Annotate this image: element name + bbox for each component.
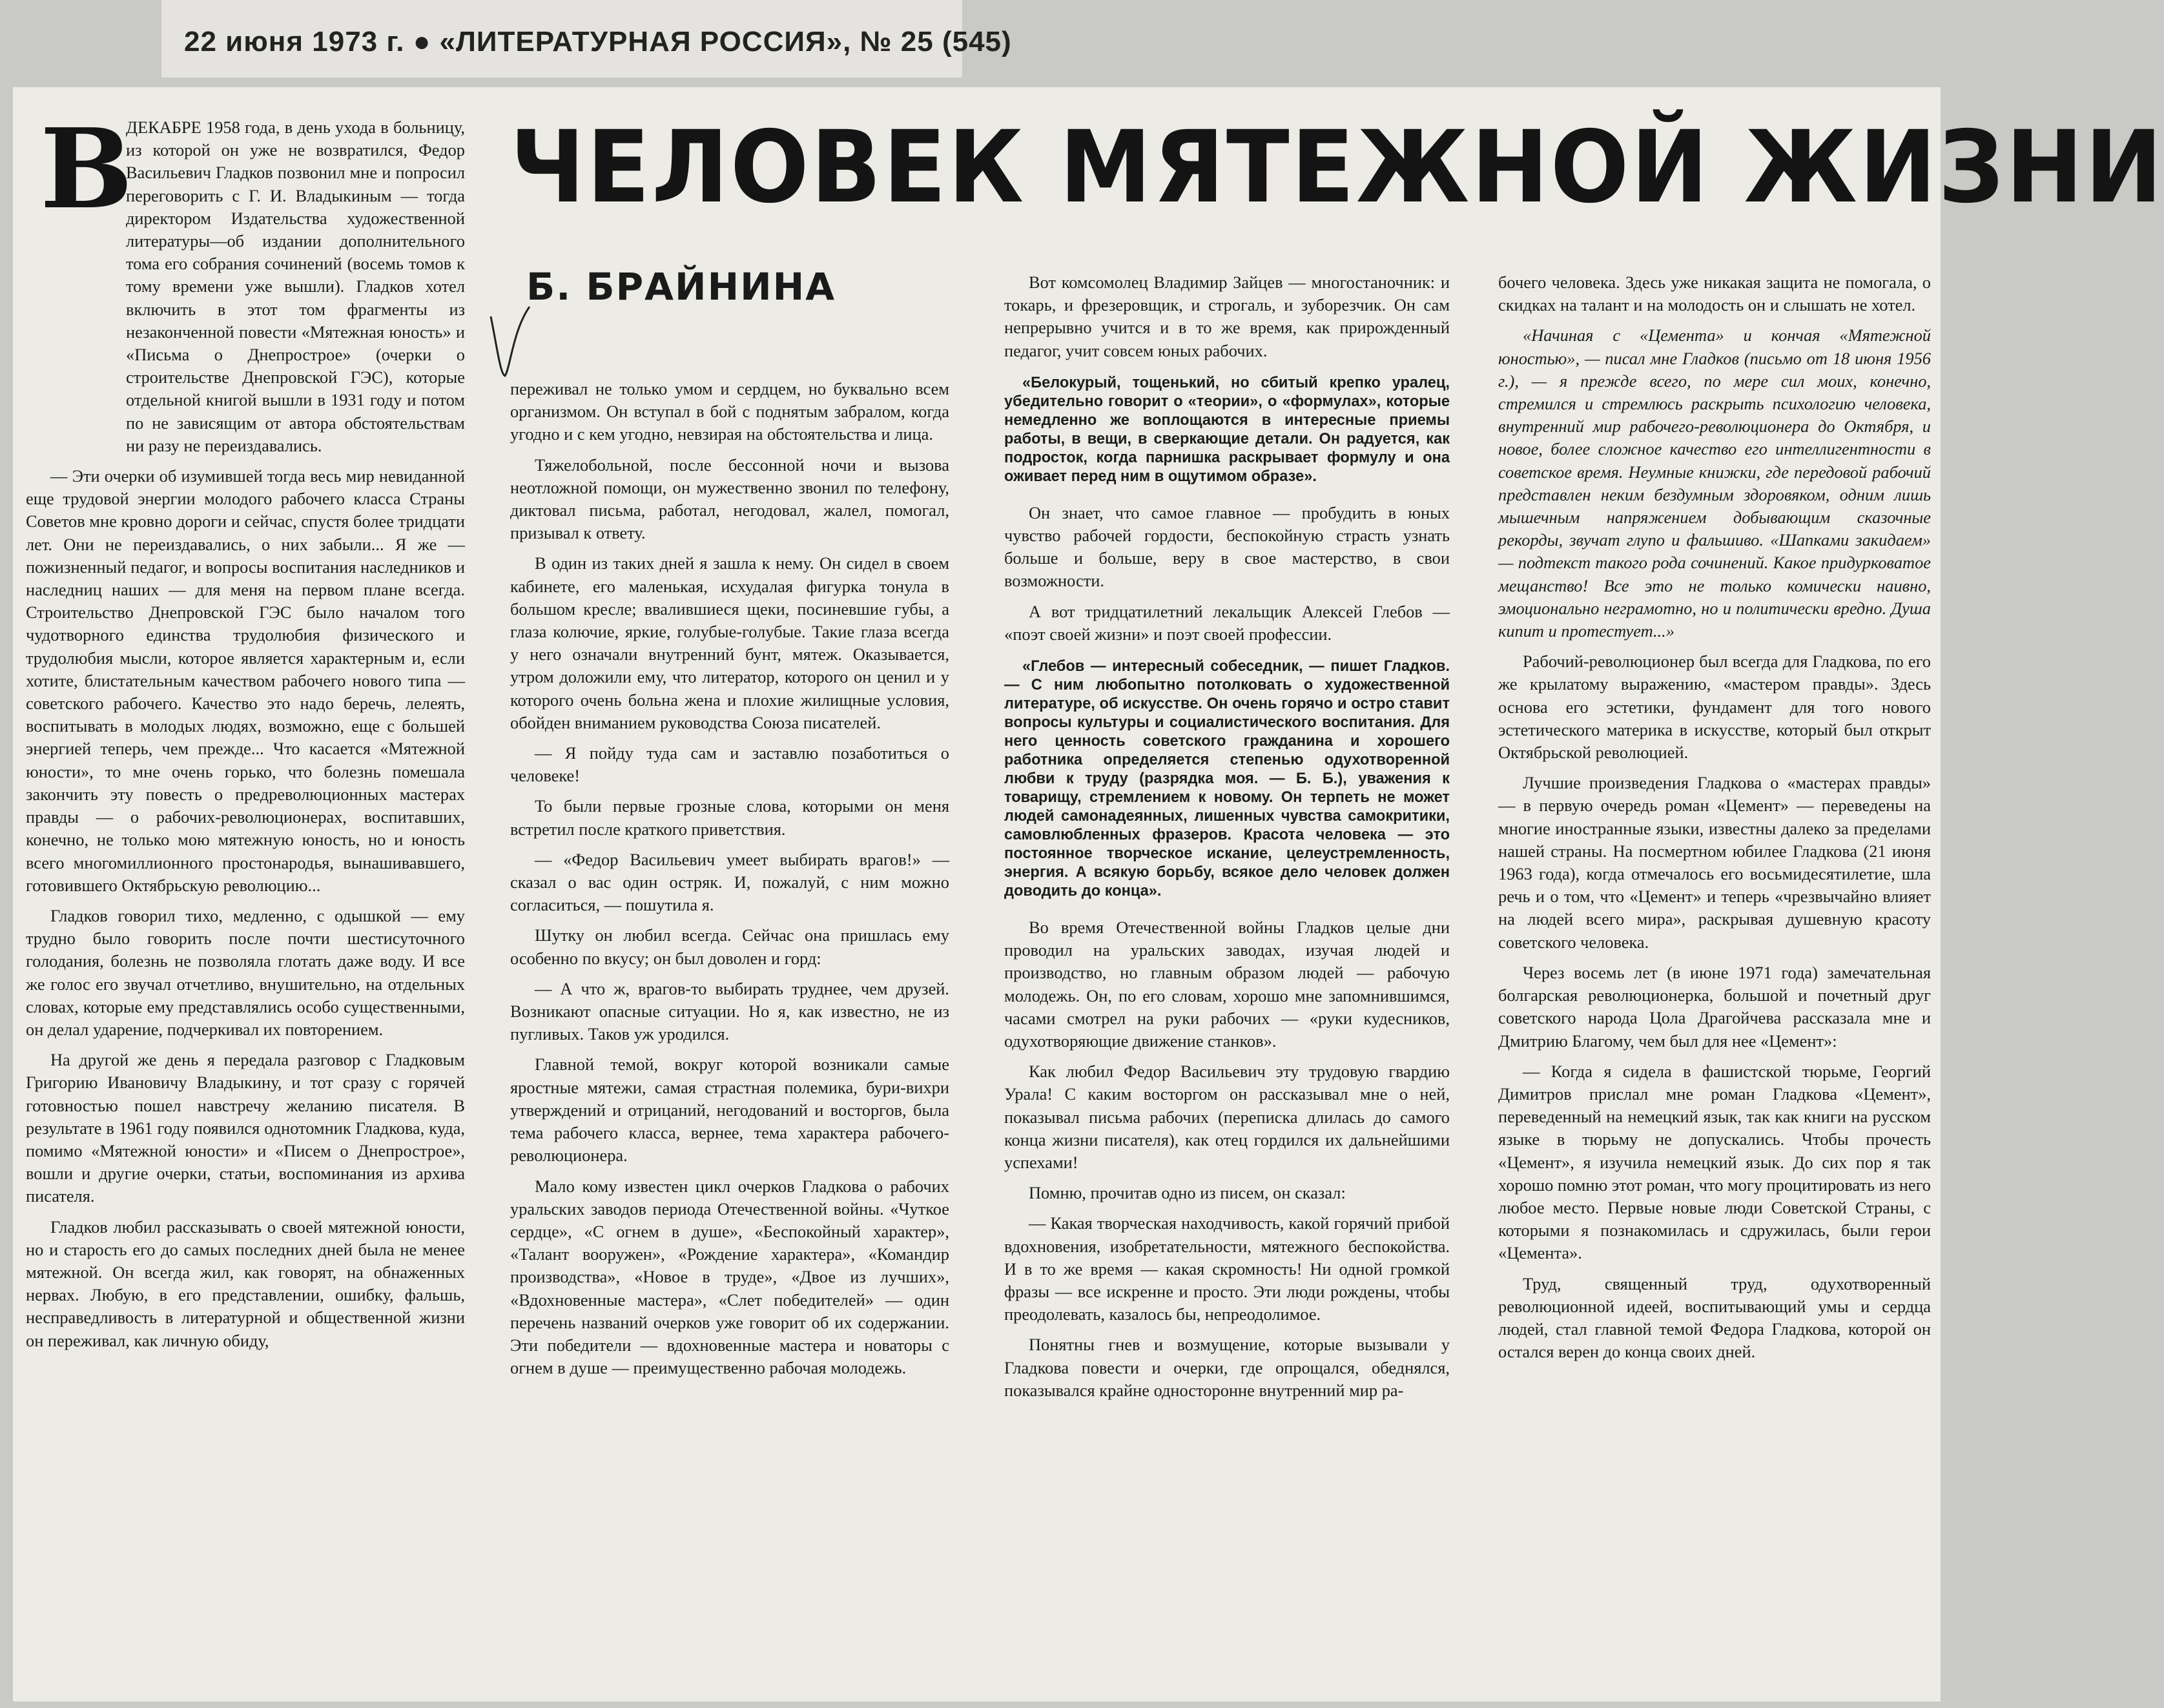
article-column-1	[26, 105, 465, 1692]
paragraph: На другой же день я передала разговор с Гладковым Григорию Ивановичу Владыкину, и тот сразу с горячей готовностью пошел навстречу желанию писателя. В результате в 1961 году появился однотомник Гладкова, куда, помимо «Мятежной юности» и «Писем о Днепрострое», вошли и другие очерки, статьи, воспоминания из архива писателя.	[26, 1050, 465, 1206]
paragraph: — Какая творческая находчивость, какой горячий прибой вдохновения, изобретательности, мятежного беспокойства. И в то же время — какая скромность! Ни одной громкой фразы — все искренне и просто. Эти люди рождены, чтобы преодолевать, казалось бы, непреодолимое.	[1004, 1213, 1450, 1324]
quote-block: «Белокурый, тощенький, но сбитый крепко уралец, убедительно говорит о «теории», о «формулах», которые немедленно же воплощаются в интересные приемы работы, в вещи, в сверкающие детали. Он радуется, как подросток, когда парнишка раскрывает формулу и она оживает перед ним в ощутимом образе».	[1004, 374, 1450, 485]
pen-mark-icon	[484, 304, 536, 381]
paragraph: — Эти очерки об изумившей тогда весь мир невиданной еще трудовой энергии молодого рабочего класса Страны Советов мне кровно дороги и сейчас, спустя более тридцати лет. Они не переиздавались, о них забыли... Я же — пожизненный педагог, и вопросы воспитания наследников и наследниц наших — для меня на первом плане всегда. Строительство Днепровской ГЭС было началом того чудотворного единства трудолюбия физического и трудолюбия мысли, которое является характерным и, если хотите, блистательным качеством рабочего нового типа — советского рабочего. Качество это надо беречь, лелеять, воспитывать в молодых людях, возможно, еще с большей энергией теперь, чем прежде... Что касается «Мятежной юности», то мне очень горько, что болезнь помешала закончить эту повесть о предреволюционных мастерах правды — о рабочих-революционерах, воспитавших, конечно, не только мою мятежную юность, но и юность всего многомиллионного простонародья, вынашивавшего, готовившего Октябрьскую революцию...	[26, 466, 465, 895]
paragraph: — Я пойду туда сам и заставлю позаботиться о человеке!	[510, 743, 949, 786]
paragraph: Труд, священный труд, одухотворенный революционной идеей, воспитывающий умы и сердца людей, стал главной темой Федора Гладкова, которой он остался верен до конца своих дней.	[1498, 1273, 1931, 1362]
paragraph: В один из таких дней я зашла к нему. Он сидел в своем кабинете, его маленькая, исхудалая фигурка тонула в большом кресле; ввалившиеся щеки, посиневшие губы, а глаза колючие, яркие, голубые-голубые. Такие глаза всегда у него означали внутренний бунт, мятеж. Оказывается, утром доложили ему, что литератор, которого он ценил и у которого очень больна жена и плохие жилищные условия, обойден вниманием руководства Союза писателей.	[510, 553, 949, 732]
paragraph: Гладков говорил тихо, медленно, с одышкой — ему трудно было говорить после почти шестисуточного голодания, болезнь не позволяла глотать даже воду. И все же голос его звучал отчетливо, внушительно, на отдельных словах, которые ему представлялись особо существенными, он делал ударение, подчеркивал их повторением.	[26, 905, 465, 1039]
paragraph: Помню, прочитав одно из писем, он сказал:	[1029, 1183, 1346, 1203]
headline: ЧЕЛОВЕК МЯТЕЖНОЙ ЖИЗНИ	[510, 110, 2164, 225]
paragraph: Понятны гнев и возмущение, которые вызывали у Гладкова повести и очерки, где опрощался, обеднялся, показывался крайне односторонне внутренний мир ра-	[1004, 1335, 1450, 1400]
article-column-4	[1498, 271, 1931, 1689]
article-column-2	[510, 378, 949, 1689]
italic-quote: «Начиная с «Цемента» и кончая «Мятежной юностью», — писал мне Гладков (письмо от 18 июня 1956 г.), — я прежде всего, по мере сил моих, конечно, стремился и стремлюсь раскрыть психологию человека, внутренний мир рабочего-революционера до Октября, и новое, более сложное качество его интеллигентности в советское время. Неумные книжки, где передовой рабочий представлен неким бездумным здоровяком, одним лишь мышечным напряжением добывающим сказочные рекорды, звучат глупо и фальшиво. «Шапками закидаем» — подтекст такого рода сочинений. Какое придурковатое мещанство! Все это не только комически наивно, эмоционально неграмотно, но и политически вредно. Душа кипит и протестует...»	[1498, 325, 1931, 641]
masthead: 22 июня 1973 г. ● «ЛИТЕРАТУРНАЯ РОССИЯ», № 25 (545)	[184, 26, 1012, 57]
drop-cap: В	[40, 105, 133, 234]
article-column-3	[1004, 271, 1450, 1689]
paragraph: — А что ж, врагов-то выбирать труднее, чем друзей. Возникают опасные ситуации. Но я, как известно, не из пугливых. Таков уж уродился.	[510, 978, 949, 1044]
paragraph: ДЕКАБРЕ 1958 года, в день ухода в больницу, из которой он уже не возвратился, Федор Васильевич Гладков позвонил мне и попросил переговорить с Г. И. Владыкиным — тогда директором Издательства художественной литературы—об издании дополнительного тома его собрания сочинений (восемь томов к тому времени уже вышли). Гладков хотел включить в этот том фрагменты из незаконченной повести «Мятежная юность» и «Письма о Днепрострое» (очерки о строительстве Днепровской ГЭС), которые отдельной книгой вышли в 1931 году и потом по не зависящим от автора обстоятельствам ни разу не переиздавались.	[126, 118, 465, 455]
paragraph: переживал не только умом и сердцем, но буквально всем организмом. Он вступал в бой с поднятым забралом, когда угодно и с кем угодно, невзирая на обстоятельства и лица.	[510, 379, 949, 444]
byline: Б. БРАЙНИНА	[526, 265, 836, 309]
quote-block: «Глебов — интересный собеседник, — пишет Гладков. — С ним любопытно потолковать о художественной литературе, об искусстве. Он очень горячо и остро ставит вопросы культуры и социалистического воспитания. Для него ценность советского гражданина и хорошего работника определяется степенью одухотворенной любви к труду (разрядка моя. — Б. Б.), уважения к товарищу, стремлением к новому. Он терпеть не может людей самонадеянных, лишенных чувства самокритики, самовлюбленных фразеров. Красота человека — это постоянное творческое искание, целеустремленность, энергия. А всякую борьбу, всякое дело человек должен доводить до конца».	[1004, 658, 1450, 900]
paragraph: — Когда я сидела в фашистской тюрьме, Георгий Димитров прислал мне роман Гладкова «Цемент», переведенный на немецкий язык, так как книги на русском языке в тюрьму не допускались. Чтобы прочесть «Цемент», я изучила немецкий язык. До сих пор я так хорошо помню этот роман, что могу процитировать из него любое место. Первые новые люди Советской Страны, с которыми я познакомилась и сдружилась, были герои «Цемента».	[1498, 1061, 1931, 1263]
paragraph: Как любил Федор Васильевич эту трудовую гвардию Урала! С каким восторгом он рассказывал мне о ней, показывал письма рабочих (переписка длилась до самого конца жизни писателя), как отец гордился их дальнейшими успехами!	[1004, 1062, 1450, 1173]
paragraph: Шутку он любил всегда. Сейчас она пришлась ему особенно по вкусу; он был доволен и горд:	[510, 925, 949, 968]
paragraph: Через восемь лет (в июне 1971 года) замечательная болгарская революционерка, большой и почетный друг советского народа Цола Драгойчева рассказала мне и Дмитрию Благому, чем был для нее «Цемент»:	[1498, 962, 1931, 1051]
paragraph: Рабочий-революционер был всегда для Гладкова, по его же крылатому выражению, «мастером правды». Здесь основа его эстетики, фундамент для того нового эстетического материка в искусстве, который был открыт Октябрьской революцией.	[1498, 652, 1931, 763]
paragraph: Главной темой, вокруг которой возникали самые яростные мятежи, самая страстная полемика, бури-вихри утверждений и отрицаний, негодований и восторгов, была тема рабочего класса, вернее, тема характера рабочего-революционера.	[510, 1055, 949, 1166]
paragraph: бочего человека. Здесь уже никакая защита не помогала, о скидках на талант и на молодость он и слышать не хотел.	[1498, 273, 1931, 315]
paragraph: — «Федор Васильевич умеет выбирать врагов!» — сказал о вас один остряк. И, пожалуй, с ним можно согласиться, — пошутила я.	[510, 849, 949, 915]
paragraph: Во время Отечественной войны Гладков целые дни проводил на уральских заводах, изучая людей и производство, но главным образом людей — рабочую молодежь. Он, по его словам, хорошо мне запомнившимся, часами смотрел на руки рабочих — «руки кудесников, одухотворяющие движение станков».	[1004, 918, 1450, 1051]
paragraph: Гладков любил рассказывать о своей мятежной юности, но и старость его до самых последних дней была не менее мятежной. Он всегда жил, как говорят, на обнаженных нервах. Любую, в его представлении, ошибку, фальшь, несправедливость в литературной и общественной жизни он переживал, как личную обиду,	[26, 1217, 465, 1350]
paragraph: Тяжелобольной, после бессонной ночи и вызова неотложной помощи, он мужественно звонил по телефону, диктовал письма, работал, негодовал, жалел, помогал, призывал к ответу.	[510, 455, 949, 543]
paragraph: Лучшие произведения Гладкова о «мастерах правды» — в первую очередь роман «Цемент» — переведены на многие иностранные языки, известны далеко за пределами нашей страны. На посмертном юбилее Гладкова (21 июня 1963 года), когда отмечалось его восьмидесятилетие, шла речь и о том, что «Цемент» и теперь «чрезвычайно влияет на людей всего мира», раскрывая душевную красоту советского человека.	[1498, 773, 1931, 952]
paragraph: Вот комсомолец Владимир Зайцев — многостаночник: и токарь, и фрезеровщик, и строгаль, и зуборезчик. Он сам непрерывно учится и в то же время, как прирожденный педагог, учит совсем юных рабочих.	[1004, 273, 1450, 360]
paragraph: Он знает, что самое главное — пробудить в юных чувство рабочей гордости, беспокойную страсть узнать больше и больше, веру в свое мастерство, в свои возможности.	[1004, 502, 1450, 591]
paragraph: Мало кому известен цикл очерков Гладкова о рабочих уральских заводов периода Отечественной войны. «Чуткое сердце», «С огнем в душе», «Беспокойный характер», «Талант вооружен», «Рождение характера», «Командир производства», «Новое в труде», «Двое из лучших», «Вдохновенные мастера», «Слет победителей» — один перечень названий очерков уже говорит об их содержании. Эти победители — вдохновенные мастера и новаторы с огнем в душе — преимущественно рабочая молодежь.	[510, 1176, 949, 1378]
paragraph: А вот тридцатилетний лекальщик Алексей Глебов — «поэт своей жизни» и поэт своей профессии.	[1004, 601, 1450, 644]
paragraph: То были первые грозные слова, которыми он меня встретил после краткого приветствия.	[510, 796, 949, 839]
